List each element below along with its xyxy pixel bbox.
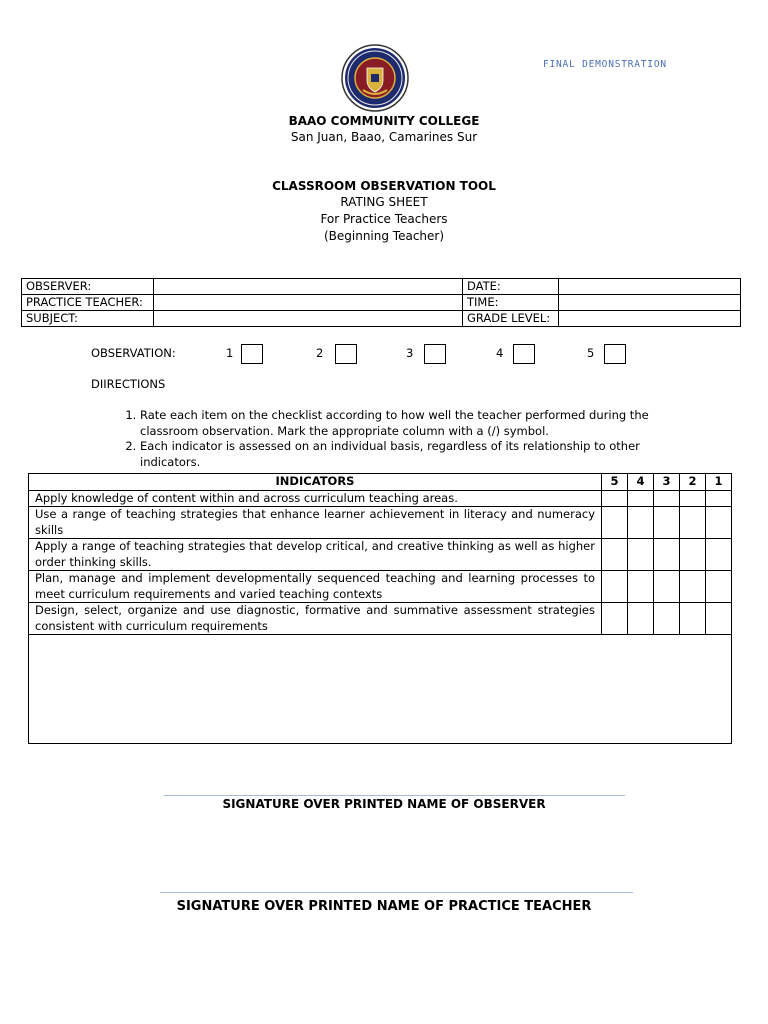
observation-option-label: 5 [587,346,595,360]
scale-header-4: 4 [628,474,654,491]
scale-header-1: 1 [706,474,732,491]
indicators-table [28,473,732,744]
table-row [29,507,732,539]
indicators-header: INDICATORS [29,474,602,491]
observer-signature-line [164,795,625,796]
subject-field[interactable] [154,311,463,327]
directions-list [117,408,697,470]
subject-label: SUBJECT: [22,311,154,327]
indicator-text: Plan, manage and implement developmentally sequenced teaching and learning processes to meet curriculum requirements and varied teaching contexts [29,571,602,603]
observation-checkbox-2[interactable] [335,344,357,364]
tool-title: CLASSROOM OBSERVATION TOOL [272,179,496,193]
observation-checkbox-1[interactable] [241,344,263,364]
teacher-signature-caption: SIGNATURE OVER PRINTED NAME OF PRACTICE TEACHER [176,899,592,914]
college-address: San Juan, Baao, Camarines Sur [290,130,478,144]
rating-cell[interactable] [680,603,706,635]
rating-cell[interactable] [628,603,654,635]
observer-label: OBSERVER: [22,279,154,295]
direction-item: 1. Rate each item on the checklist according to how well the teacher performed during the classroom observation. Mark the appropriate column with a (/) symbol. [140,408,697,439]
observation-option-label: 1 [226,346,234,360]
comments-area [29,635,732,744]
scale-header-5: 5 [602,474,628,491]
college-name: BAAO COMMUNITY COLLEGE [288,114,480,128]
sheet-title: RATING SHEET [340,195,428,209]
table-row [29,490,732,507]
rating-cell[interactable] [628,507,654,539]
rating-cell[interactable] [628,539,654,571]
observation-checkbox-3[interactable] [424,344,446,364]
time-field[interactable] [559,295,741,311]
observation-option-label: 2 [316,346,324,360]
rating-cell[interactable] [602,539,628,571]
rating-cell[interactable] [602,507,628,539]
time-label: TIME: [463,295,559,311]
date-field[interactable] [559,279,741,295]
indicator-text: Design, select, organize and use diagnostic, formative and summative assessment strategies consistent with curriculum requirements [29,603,602,635]
practice-teacher-label: PRACTICE TEACHER: [22,295,154,311]
date-label: DATE: [463,279,559,295]
observation-option-label: 3 [406,346,414,360]
observation-label: OBSERVATION: [91,346,176,360]
rating-cell[interactable] [602,571,628,603]
indicator-text: Apply a range of teaching strategies that develop critical, and creative thinking as well as higher order thinking skills. [29,539,602,571]
rating-cell[interactable] [628,571,654,603]
rating-cell[interactable] [680,571,706,603]
observation-option-label: 4 [496,346,504,360]
sheet-audience: For Practice Teachers [320,212,448,226]
info-table [21,278,741,327]
rating-cell[interactable] [680,490,706,507]
table-row [29,571,732,603]
college-seal-logo [341,44,409,112]
practice-teacher-field[interactable] [154,295,463,311]
observer-signature-caption: SIGNATURE OVER PRINTED NAME OF OBSERVER [222,797,546,811]
direction-item: 2. Each indicator is assessed on an individual basis, regardless of its relationship to other indicators. [140,439,697,470]
rating-cell[interactable] [680,507,706,539]
teacher-signature-line [160,892,633,893]
observation-checkbox-4[interactable] [513,344,535,364]
rating-cell[interactable] [654,603,680,635]
rating-cell[interactable] [654,507,680,539]
rating-cell[interactable] [680,539,706,571]
final-demonstration-tag: FINAL DEMONSTRATION [543,59,667,70]
rating-cell[interactable] [706,539,732,571]
rating-cell[interactable] [654,539,680,571]
comments-box[interactable] [29,635,732,744]
rating-cell[interactable] [706,603,732,635]
rating-cell[interactable] [706,490,732,507]
grade-level-field[interactable] [559,311,741,327]
rating-cell[interactable] [628,490,654,507]
indicator-text: Use a range of teaching strategies that enhance learner achievement in literacy and numeracy skills [29,507,602,539]
table-row [29,539,732,571]
rating-cell[interactable] [706,571,732,603]
sheet-level: (Beginning Teacher) [323,229,445,243]
indicator-text: Apply knowledge of content within and across curriculum teaching areas. [29,490,602,507]
grade-level-label: GRADE LEVEL: [463,311,559,327]
rating-cell[interactable] [654,490,680,507]
observer-field[interactable] [154,279,463,295]
rating-cell[interactable] [706,507,732,539]
scale-header-3: 3 [654,474,680,491]
observation-checkbox-5[interactable] [604,344,626,364]
rating-cell[interactable] [602,603,628,635]
table-row [29,603,732,635]
rating-cell[interactable] [602,490,628,507]
rating-cell[interactable] [654,571,680,603]
scale-header-2: 2 [680,474,706,491]
directions-title: DIIRECTIONS [91,377,166,391]
